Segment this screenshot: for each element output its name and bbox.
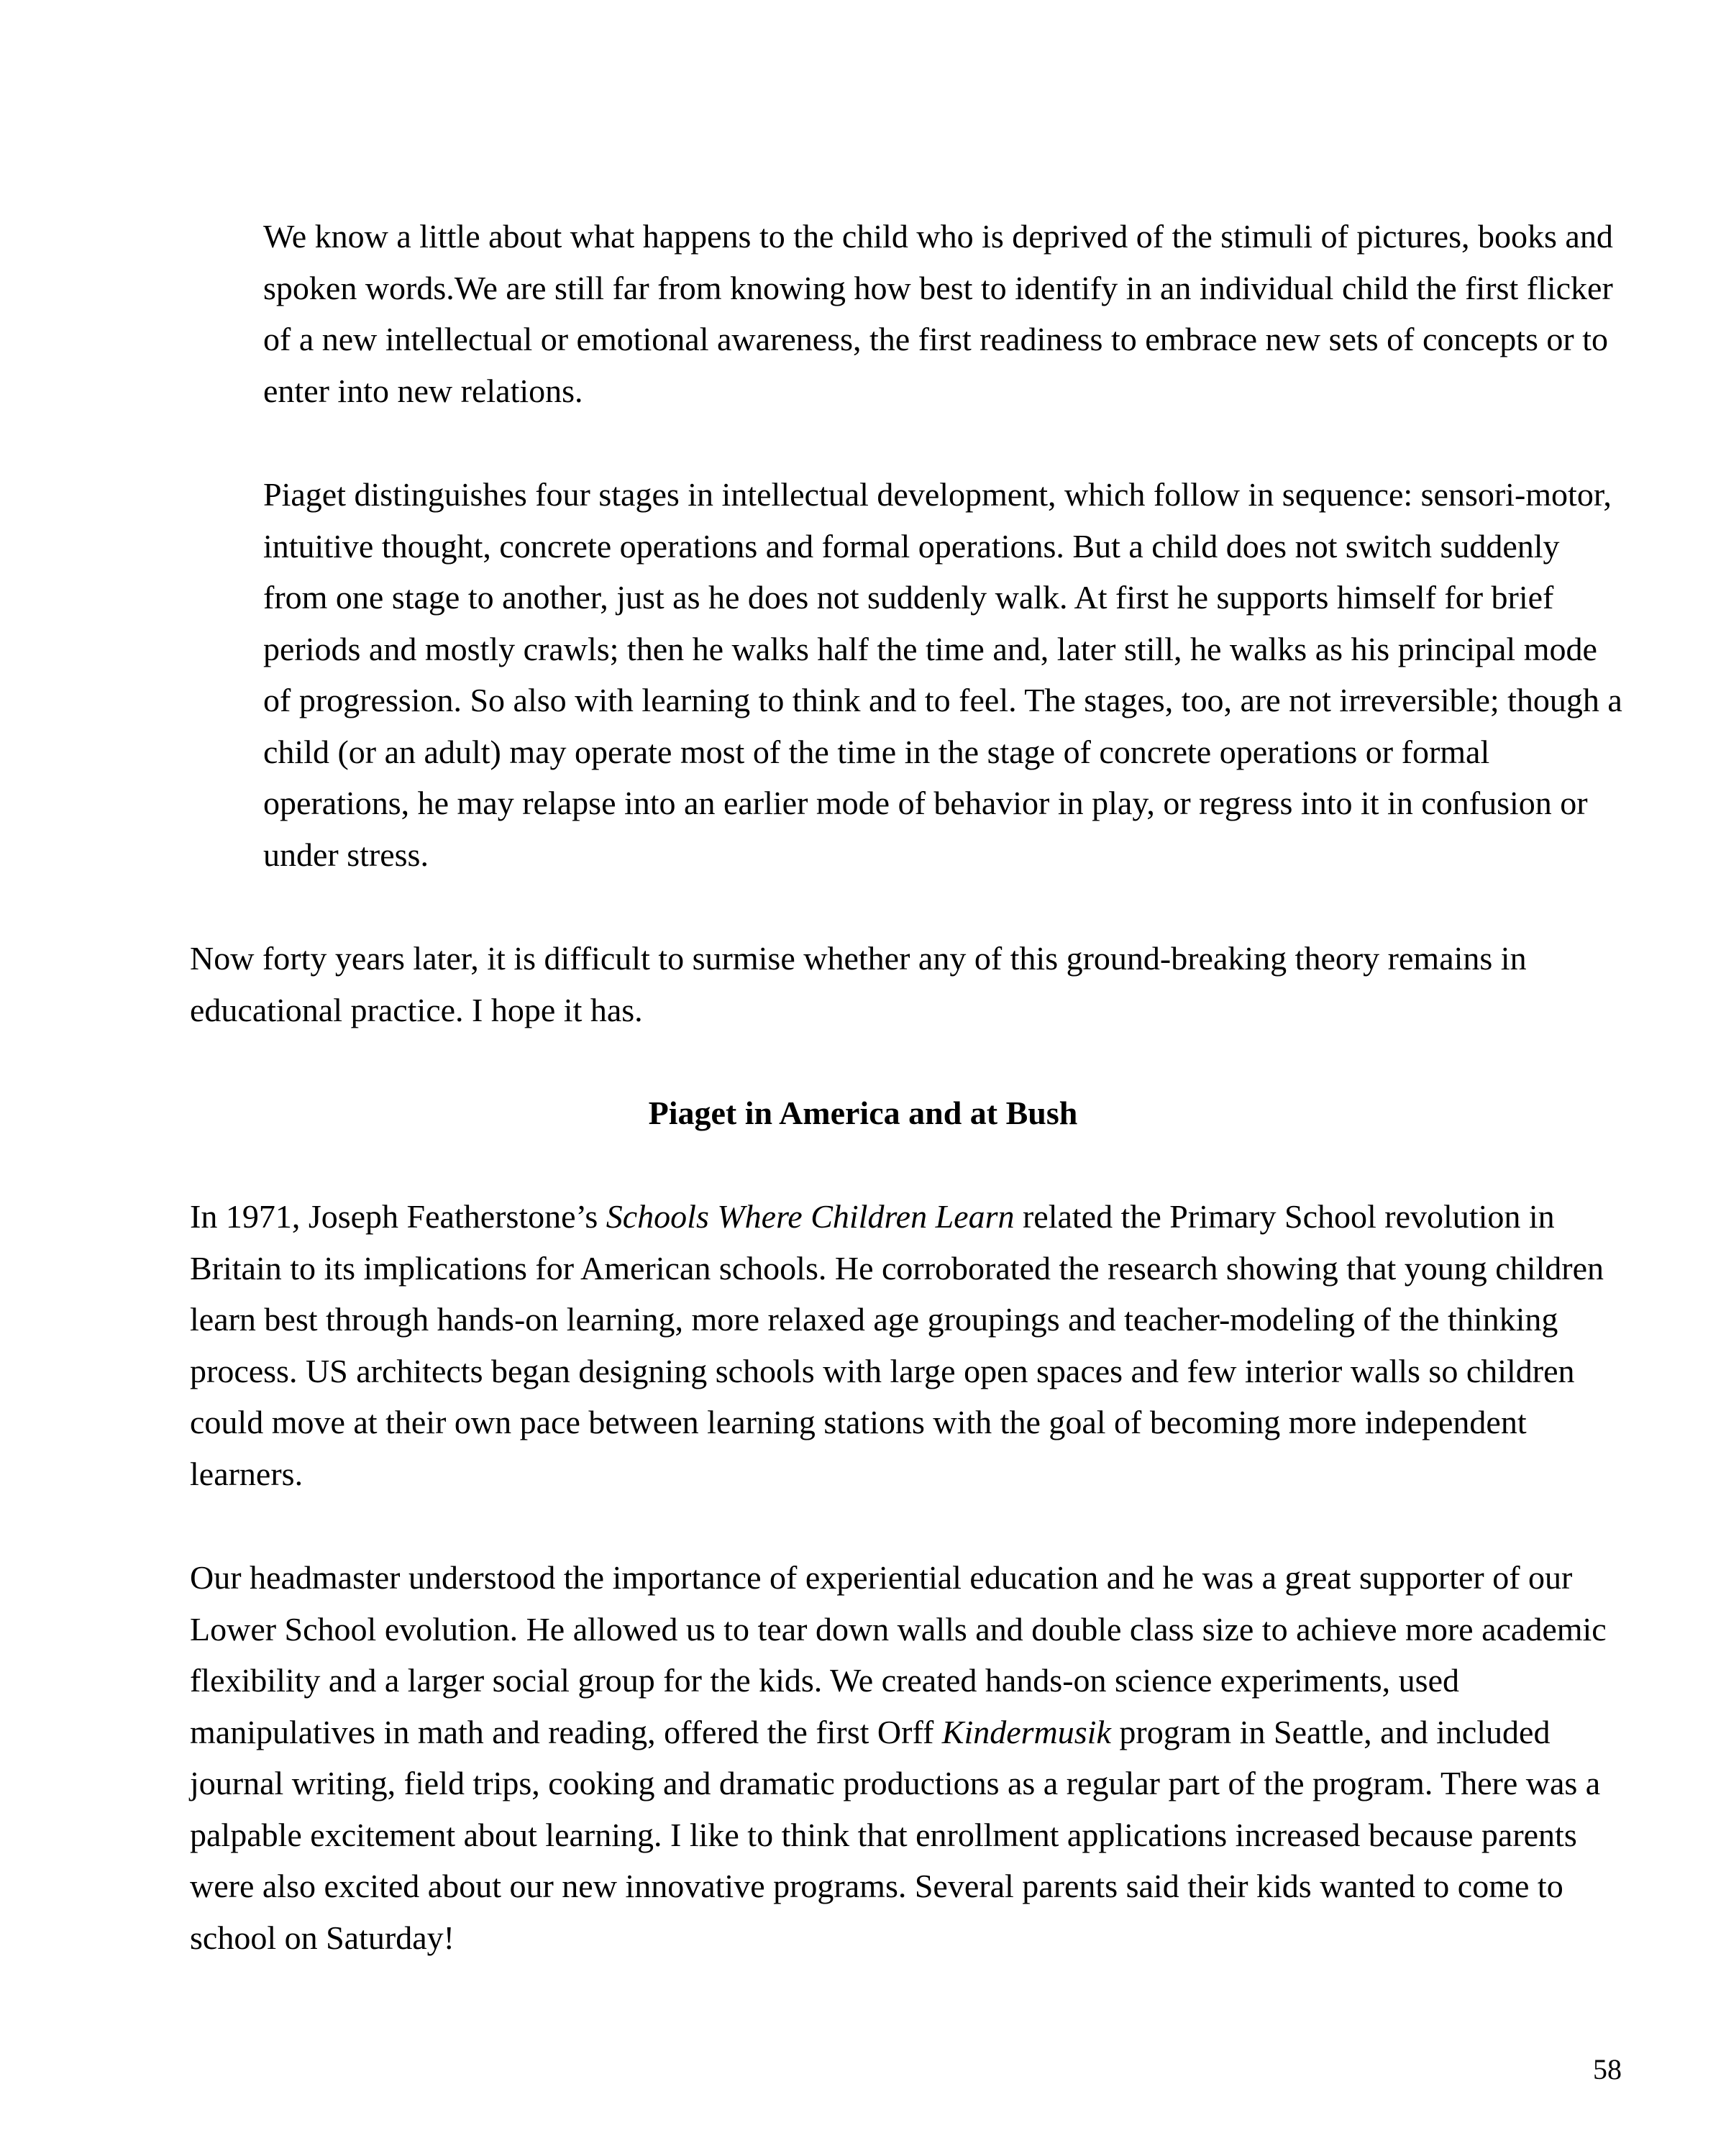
section-heading: Piaget in America and at Bush xyxy=(648,1095,1078,1131)
page-number: 58 xyxy=(1593,2053,1622,2086)
book-title: Schools Where Children Learn xyxy=(606,1198,1015,1235)
headmaster-text-end: program in Seattle, and included journal writing, field trips, cooking and dramatic productions as a regular part of the program. There was a palpable excitement about learning. I like to think that enrollment applications increased because parents were also excited about our new innovative programs. Several parents said their kids wanted to come to school on Saturday! xyxy=(190,1713,1601,1956)
featherstone-text-end: related the Primary School revolution in Britain to its implications for American schools. He corroborated the research showing that young children learn best through hands-on learning, more relaxed age groupings and teacher-modeling of the thinking process. US architects began designing schools with large open spaces and few interior walls so children could move at their own pace between learning stations with the goal of becoming more independent learners. xyxy=(190,1198,1604,1492)
featherstone-text-start: In 1971, Joseph Featherstone’s xyxy=(190,1198,606,1235)
headmaster-text-start: Our headmaster understood the importance of experiential education and he was a great supporter of our Lower School evolution. He allowed us to tear down walls and double class size to achieve more academic flexibility and a larger social group for the kids. We created hands-on science experiments, used manipulatives in math and reading, offered the first Orff xyxy=(190,1559,1607,1750)
kindermusik-term: Kindermusik xyxy=(941,1713,1111,1750)
quote-paragraph-1: We know a little about what happens to the child who is deprived of the stimuli of pictures, books and spoken words.We are still far from knowing how best to identify in an individual child the first flicker of a new intellectual or emotional awareness, the first readiness to embrace new sets of concepts or to enter into new relations. xyxy=(263,218,1613,409)
body-paragraph-forty-years: Now forty years later, it is difficult to surmise whether any of this ground-breaking theory remains in educational practice. I hope it has. xyxy=(190,940,1527,1028)
body-paragraph-headmaster xyxy=(190,1552,1628,1963)
body-paragraph-featherstone xyxy=(190,1191,1628,1499)
quote-paragraph-2: Piaget distinguishes four stages in intellectual development, which follow in sequence: sensori-motor, intuitive thought, concrete operations and formal operations. But a child does not switch suddenly from one stage to another, just as he does not suddenly walk. At first he supports himself for brief periods and mostly crawls; then he walks half the time and, later still, he walks as his principal mode of progression. So also with learning to think and to feel. The stages, too, are not irreversible; though a child (or an adult) may operate most of the time in the stage of concrete operations or formal operations, he may relapse into an earlier mode of behavior in play, or regress into it in confusion or under stress. xyxy=(263,476,1622,873)
